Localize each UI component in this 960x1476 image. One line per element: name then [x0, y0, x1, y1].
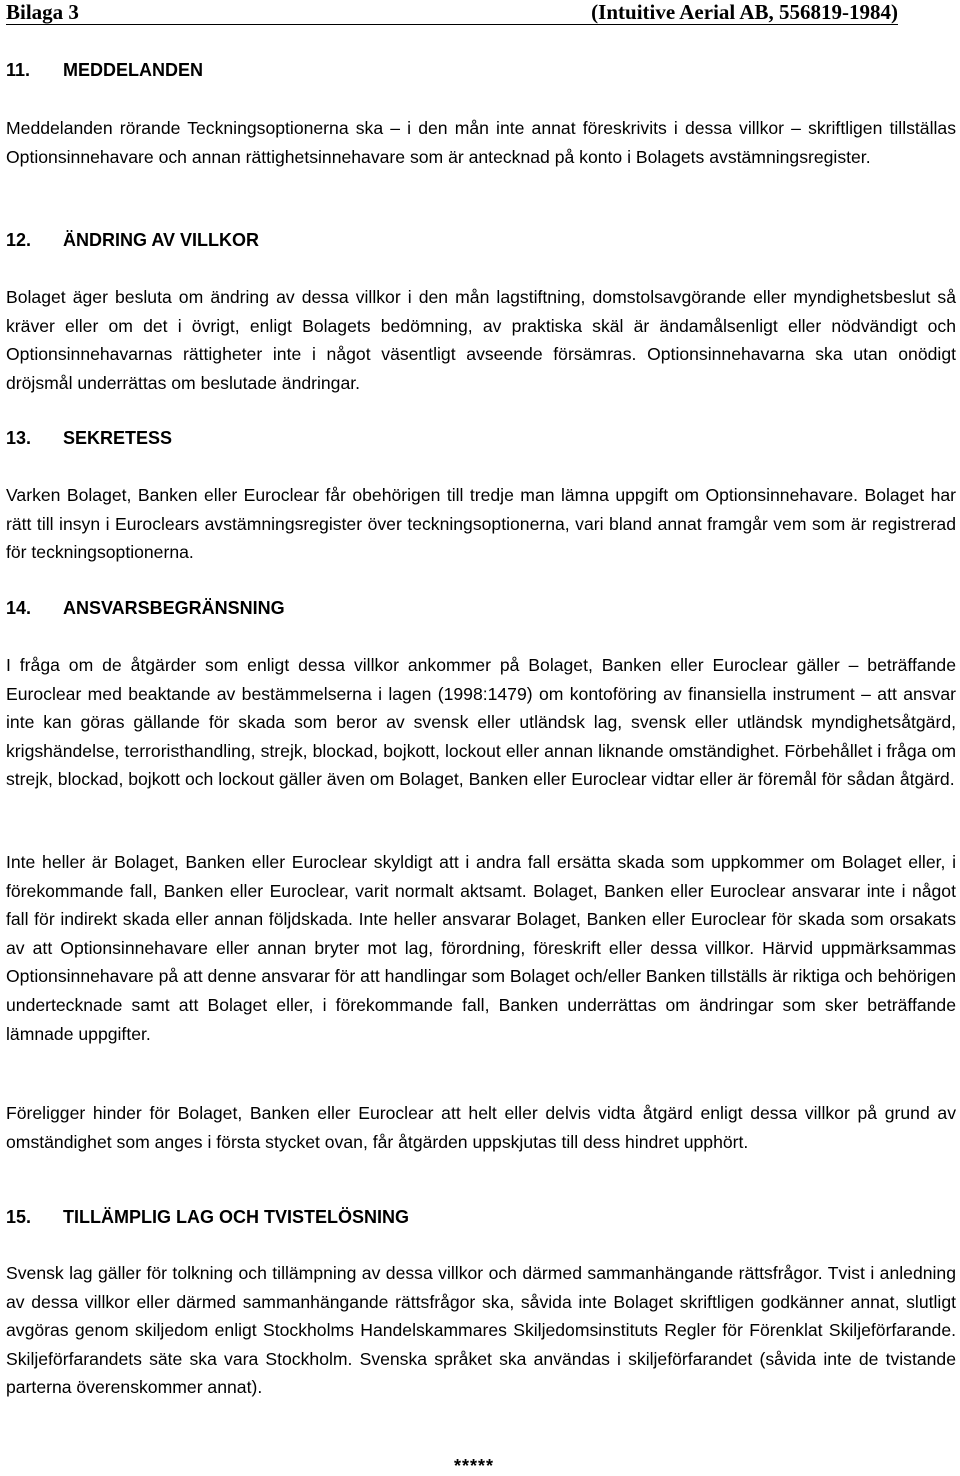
page-header	[6, 0, 898, 25]
section-title: ÄNDRING AV VILLKOR	[63, 230, 259, 250]
section-paragraph: Inte heller är Bolaget, Banken eller Euroclear skyldigt att i andra fall ersätta skada som uppkommer om Bolaget eller, i förekommande fall, Banken eller Euroclear, varit normalt aktsamt. Bolaget, Banken eller Euroclear ansvarar inte i något fall för indirekt skada eller annan följdskada. Inte heller ansvarar Bolaget, Banken eller Euroclear för skada som orsakats av att Optionsinnehavare eller annan bryter mot lag, förordning, föreskrift eller dessa villkor. Härvid uppmärksammas Optionsinnehavare på att denne ansvarar för att handlingar som Bolaget och/eller Banken tillställs är riktiga och behörigen undertecknade samt att Bolaget eller, i förekommande fall, Banken underrättas om ändringar som sker beträffande lämnade uppgifter.	[6, 852, 956, 1044]
section-title: SEKRETESS	[63, 428, 173, 448]
section-paragraph: Svensk lag gäller för tolkning och tillämpning av dessa villkor och därmed sammanhängande rättsfrågor. Tvist i anledning av dessa villkor eller därmed sammanhängande rättsfrågor ska, såvida inte Bolaget skriftligen godkänner annat, slutligt avgöras genom skiljedom enligt Stockholms Handelskammares Skiljedomsinstituts Regler för Förenklat Skiljeförfarande. Skiljeförfarandets säte ska vara Stockholm. Svenska språket ska användas i skiljeförfarandet (såvida inte de tvistande parterna överenskommer annat).	[6, 1263, 956, 1398]
section-number: 12.	[6, 230, 32, 250]
section-title: ANSVARSBEGRÄNSNING	[63, 598, 285, 618]
section-heading-12	[6, 229, 259, 251]
section-heading-14	[6, 597, 285, 619]
section-number: 15.	[6, 1207, 32, 1227]
section-number: 11.	[6, 60, 31, 80]
end-of-document-mark: *****	[454, 1456, 495, 1476]
section-paragraph: Föreligger hinder för Bolaget, Banken eller Euroclear att helt eller delvis vidta åtgärd enligt dessa villkor på grund av omständighet som anges i första stycket ovan, får åtgärden uppskjutas till dess hindret upphört.	[6, 1103, 956, 1152]
section-paragraph: Meddelanden rörande Teckningsoptionerna ska – i den mån inte annat föreskrivits i dessa villkor – skriftligen tillställas Optionsinnehavare och annan rättighetsinnehavare som är antecknad på konto i Bolagets avstämningsregister.	[6, 118, 956, 167]
section-heading-15	[6, 1206, 409, 1228]
section-heading-11	[6, 59, 203, 81]
section-paragraph: Bolaget äger besluta om ändring av dessa villkor i den mån lagstiftning, domstolsavgörande eller myndighetsbeslut så kräver eller om det i övrigt, enligt Bolagets bedömning, av praktiska skäl är ändamålsenligt eller nödvändigt och Optionsinnehavarnas rättigheter inte i något väsentligt avseende försämras. Optionsinnehavarna ska utan onödigt dröjsmål underrättas om beslutade ändringar.	[6, 287, 956, 393]
section-number: 14.	[6, 598, 32, 618]
section-title: MEDDELANDEN	[63, 60, 204, 80]
section-paragraph: Varken Bolaget, Banken eller Euroclear får obehörigen till tredje man lämna uppgift om Optionsinnehavare. Bolaget har rätt till insyn i Euroclears avstämningsregister över teckningsoptionerna, vari bland annat framgår vem som är registrerad för teckningsoptionerna.	[6, 485, 956, 563]
header-company-label: (Intuitive Aerial AB, 556819-1984)	[591, 0, 898, 24]
section-paragraph: I fråga om de åtgärder som enligt dessa villkor ankommer på Bolaget, Banken eller Euroclear gäller – beträffande Euroclear med beaktande av bestämmelserna i lagen (1998:1479) om kontoföring av finansiella instrument – att ansvar inte kan göras gällande för skada som beror av svensk eller utländsk lag, svensk eller utländsk myndighetsåtgärd, krigshändelse, terroristhandling, strejk, blockad, bojkott, lockout eller annan liknande omständighet. Förbehållet i fråga om strejk, blockad, bojkott och lockout gäller även om Bolaget, Banken eller Euroclear vidtar eller är föremål för sådan åtgärd.	[6, 655, 956, 790]
section-heading-13	[6, 427, 172, 449]
header-appendix-label: Bilaga 3	[6, 0, 79, 24]
section-title: TILLÄMPLIG LAG OCH TVISTELÖSNING	[63, 1207, 409, 1227]
section-number: 13.	[6, 428, 32, 448]
